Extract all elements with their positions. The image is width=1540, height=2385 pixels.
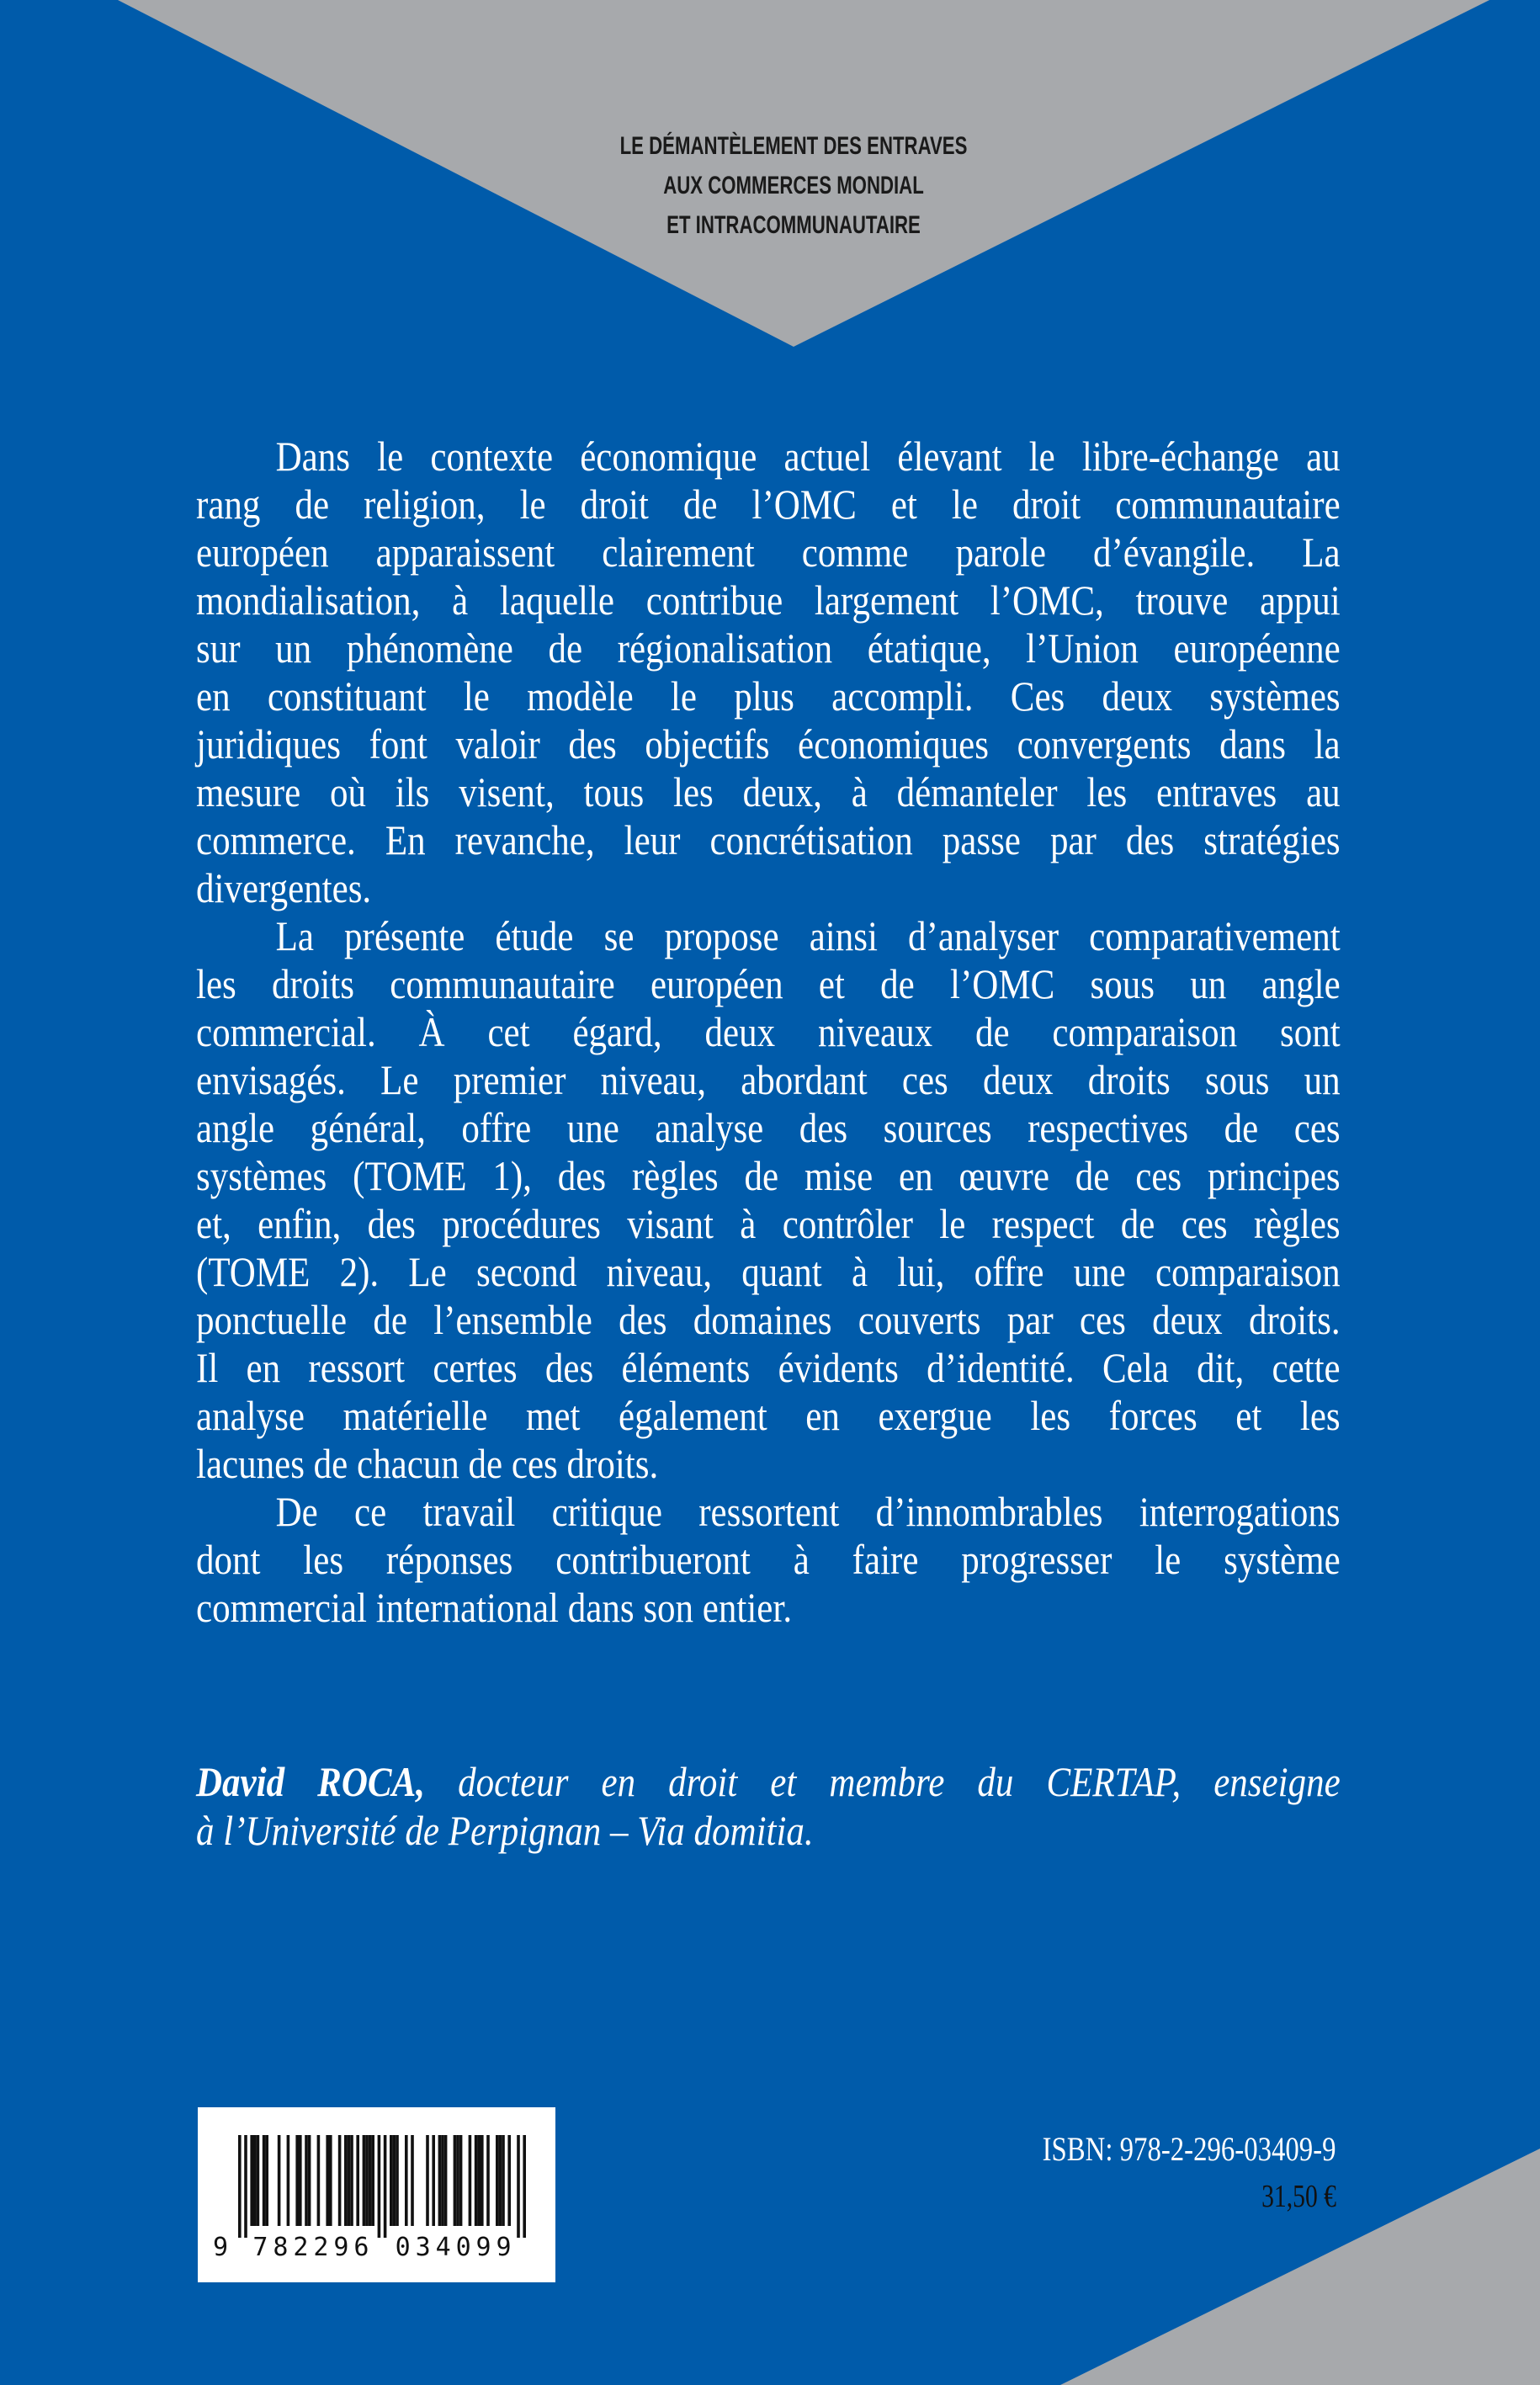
barcode-bar xyxy=(496,2135,499,2226)
book-title xyxy=(541,126,1046,245)
blurb-line: divergentes. xyxy=(196,864,372,911)
barcode-digits: 782296 xyxy=(252,2233,369,2262)
barcode-bar xyxy=(454,2135,457,2226)
barcode-bar xyxy=(317,2135,321,2226)
barcode-bar xyxy=(523,2135,526,2238)
blurb-line: Il en ressort certes des éléments évidents d’identité. Cela dit, cette xyxy=(196,1344,1341,1391)
barcode-bar xyxy=(263,2135,266,2226)
barcode-bar xyxy=(432,2135,435,2226)
barcode-bar xyxy=(441,2135,444,2226)
barcode-bar xyxy=(365,2135,369,2226)
barcode-bar xyxy=(426,2135,429,2226)
blurb-line: sur un phénomène de régionalisation étatique, l’Union européenne xyxy=(196,624,1341,672)
barcode-bar xyxy=(363,2135,366,2226)
barcode-bar xyxy=(278,2135,281,2226)
author-bio xyxy=(196,1757,1341,1855)
barcode-bar xyxy=(475,2135,478,2226)
barcode-bar xyxy=(299,2135,302,2226)
barcode-bar xyxy=(253,2135,257,2226)
barcode-bar xyxy=(265,2135,268,2226)
barcode xyxy=(198,2107,555,2282)
barcode-bar xyxy=(469,2135,472,2226)
title-line: ET INTRACOMMUNAUTAIRE xyxy=(666,211,921,239)
barcode-digits: 034099 xyxy=(395,2233,512,2262)
barcode-bar xyxy=(393,2135,396,2226)
title-line: AUX COMMERCES MONDIAL xyxy=(663,172,924,199)
barcode-bar xyxy=(486,2135,490,2226)
blurb-line: ponctuelle de l’ensemble des domaines couverts par ces deux droits. xyxy=(196,1296,1341,1343)
barcode-bar xyxy=(250,2135,253,2226)
barcode-bar xyxy=(384,2135,387,2238)
blurb-line: en constituant le modèle le plus accompli. Ces deux systèmes xyxy=(196,672,1341,720)
barcode-bar xyxy=(326,2135,329,2226)
barcode-bar xyxy=(338,2135,342,2226)
author-bio-line1: docteur en droit et membre du CERTAP, enseigne xyxy=(425,1758,1341,1805)
blurb-line: rang de religion, le droit de l’OMC et le droit communautaire xyxy=(196,481,1341,528)
barcode-bar xyxy=(305,2135,308,2226)
barcode-bar xyxy=(517,2135,520,2238)
barcode-bar xyxy=(308,2135,311,2226)
barcode-digits: 9 xyxy=(213,2233,229,2262)
blurb-line: mesure où ils visent, tous les deux, à démanteler les entraves au xyxy=(196,768,1341,815)
barcode-bar xyxy=(329,2135,332,2226)
barcode-bar xyxy=(369,2135,372,2226)
barcode-bar xyxy=(356,2135,359,2226)
barcode-bar xyxy=(371,2135,374,2226)
blurb-line: La présente étude se propose ainsi d’analyser comparativement xyxy=(275,912,1341,959)
blurb-line: commercial. À cet égard, deux niveaux de comparaison sont xyxy=(196,1008,1341,1055)
barcode-bar xyxy=(459,2135,463,2226)
author-bio-line2: à l’Université de Perpignan – Via domitia. xyxy=(196,1807,814,1854)
barcode-bar xyxy=(438,2135,442,2226)
barcode-bar xyxy=(477,2135,481,2226)
blurb-text xyxy=(196,433,1341,1632)
isbn: ISBN: 978-2-296-03409-9 xyxy=(1043,2130,1336,2168)
blurb-line: lacunes de chacun de ces droits. xyxy=(196,1440,659,1487)
barcode-bar xyxy=(481,2135,484,2226)
barcode-bar xyxy=(348,2135,351,2226)
barcode-bar xyxy=(257,2135,260,2226)
barcode-bars xyxy=(198,2107,555,2282)
blurb-line: mondialisation, à laquelle contribue largement l’OMC, trouve appui xyxy=(196,576,1341,624)
barcode-bar xyxy=(396,2135,399,2226)
barcode-bar xyxy=(444,2135,448,2226)
barcode-bar xyxy=(405,2135,408,2226)
barcode-bar xyxy=(238,2135,242,2238)
barcode-bar xyxy=(499,2135,502,2226)
price: 31,50 € xyxy=(1261,2179,1336,2214)
blurb-line: systèmes (TOME 1), des règles de mise en œuvre de ces principes xyxy=(196,1152,1341,1199)
barcode-bar xyxy=(295,2135,299,2226)
barcode-bar xyxy=(287,2135,290,2226)
barcode-bar xyxy=(344,2135,348,2226)
blurb-line: européen apparaissent clairement comme parole d’évangile. La xyxy=(196,529,1341,576)
blurb-line: envisagés. Le premier niveau, abordant ces deux droits sous un xyxy=(196,1056,1341,1103)
author-name: David ROCA, xyxy=(196,1758,426,1805)
blurb-line: analyse matérielle met également en exergue les forces et les xyxy=(196,1392,1341,1439)
blurb-line: dont les réponses contribueront à faire progresser le système xyxy=(196,1536,1341,1583)
blurb-line: juridiques font valoir des objectifs économiques convergents dans la xyxy=(196,720,1341,768)
blurb-line: angle général, offre une analyse des sources respectives de ces xyxy=(196,1104,1341,1151)
barcode-bar xyxy=(244,2135,247,2238)
blurb-line: (TOME 2). Le second niveau, quant à lui, offre une comparaison xyxy=(196,1248,1341,1295)
barcode-bar xyxy=(350,2135,353,2226)
blurb-line: et, enfin, des procédures visant à contrôler le respect de ces règles xyxy=(196,1200,1341,1247)
barcode-bar xyxy=(378,2135,381,2238)
barcode-bar xyxy=(456,2135,459,2226)
blurb-line: commerce. En revanche, leur concrétisation passe par des stratégies xyxy=(196,816,1341,863)
barcode-bar xyxy=(507,2135,511,2226)
title-line: LE DÉMANTÈLEMENT DES ENTRAVES xyxy=(619,132,968,160)
blurb-line: De ce travail critique ressortent d’innombrables interrogations xyxy=(275,1488,1341,1535)
barcode-bar xyxy=(502,2135,505,2226)
blurb-line: les droits communautaire européen et de l’OMC sous un angle xyxy=(196,960,1341,1007)
blurb-line: commercial international dans son entier. xyxy=(196,1584,793,1631)
blurb-line: Dans le contexte économique actuel élevant le libre-échange au xyxy=(275,433,1341,480)
barcode-bar xyxy=(411,2135,414,2226)
barcode-bar xyxy=(390,2135,393,2226)
